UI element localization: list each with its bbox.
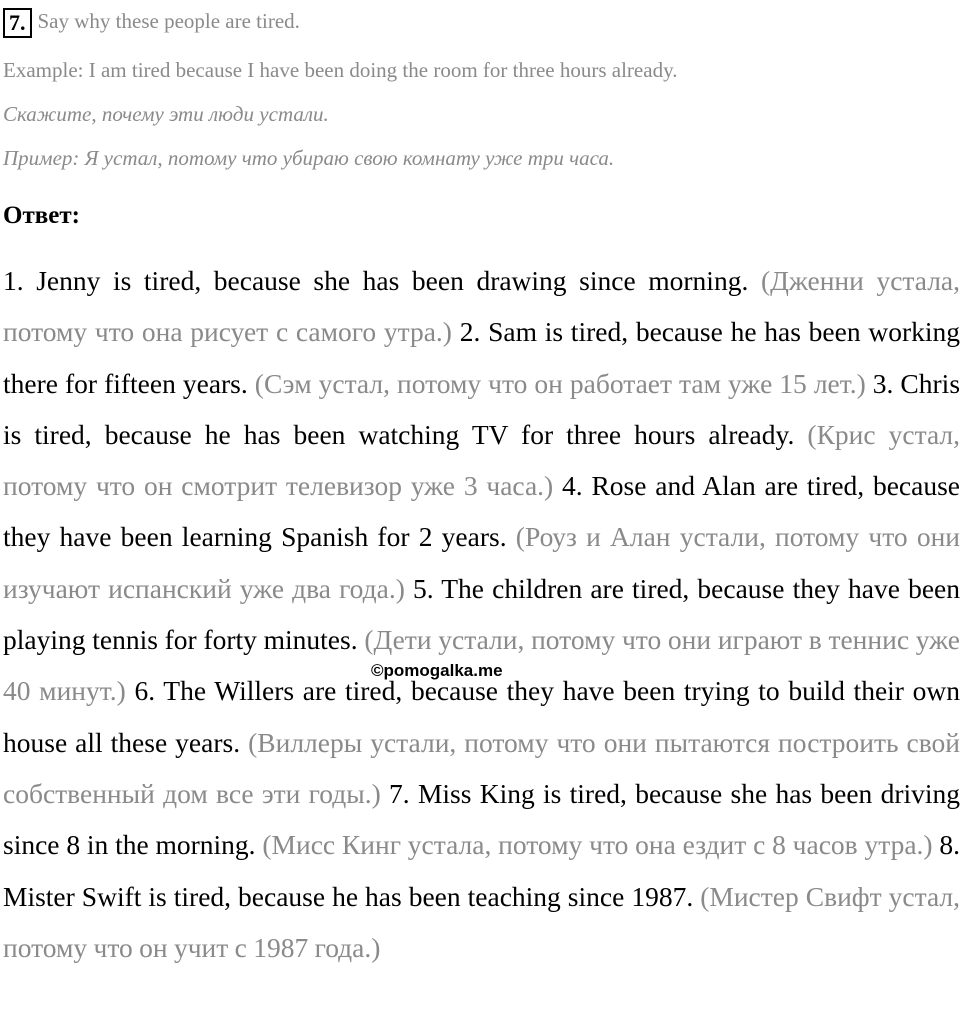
answer-item-ru: (Дженни устала, потому что она рисует с самого утра.) [3,265,960,348]
answer-item-en: 3. Chris is tired, because he has been watching TV for three hours already. [3,367,960,450]
answer-item-ru: (Дети устали, потому что они играют в теннис уже 40 минут.) [3,624,960,707]
task-number: 7. [3,8,32,38]
answer-item-en: 4. Rose and Alan are tired, because they have been learning Spanish for 2 years. [3,470,960,553]
answer-item-ru: (Виллеры устали, потому что они пытаются построить свой собственный дом все эти годы.) [3,726,960,809]
instruction-en-text: Say why these people are tired. [37,9,300,33]
answer-item-ru: (Роуз и Алан устали, потому что они изучают испанский уже два года.) [3,521,960,604]
answer-body [3,255,960,973]
answer-item-ru: (Крис устал, потому что он смотрит телевизор уже 3 часа.) [3,418,960,502]
answer-item-en: 7. Miss King is tired, because she has been driving since 8 in the morning. [3,777,960,861]
answer-item-ru: (Мисс Кинг устала, потому что она ездит с 8 часов утра.) [262,829,933,861]
task-instruction-ru: Скажите, почему эти люди устали. [3,102,329,126]
task-instruction-en [3,8,300,38]
answer-item-en: 1. Jenny is tired, because she has been drawing since morning. [3,265,749,296]
answer-item-en: 8. Mister Swift is tired, because he has been teaching since 1987. [3,829,960,912]
answer-item-ru: (Сэм устал, потому что он работает там уже 15 лет.) [254,367,866,399]
answer-item-en: 2. Sam is tired, because he has been working there for fifteen years. [3,316,960,399]
task-example-en: Example: I am tired because I have been doing the room for three hours already. [3,58,678,82]
answer-item-ru: (Мистер Свифт устал, потому что он учит с 1987 года.) [3,880,960,963]
answer-item-en: 6. The Willers are tired, because they have been trying to build their own house all these years. [3,675,960,758]
answer-heading: Ответ: [3,202,80,229]
task-example-ru: Пример: Я устал, потому что убираю свою комнату уже три часа. [3,146,615,170]
watermark: ©pomogalka.me [371,661,503,680]
answer-item-en: 5. The children are tired, because they have been playing tennis for forty minutes. [3,572,960,656]
